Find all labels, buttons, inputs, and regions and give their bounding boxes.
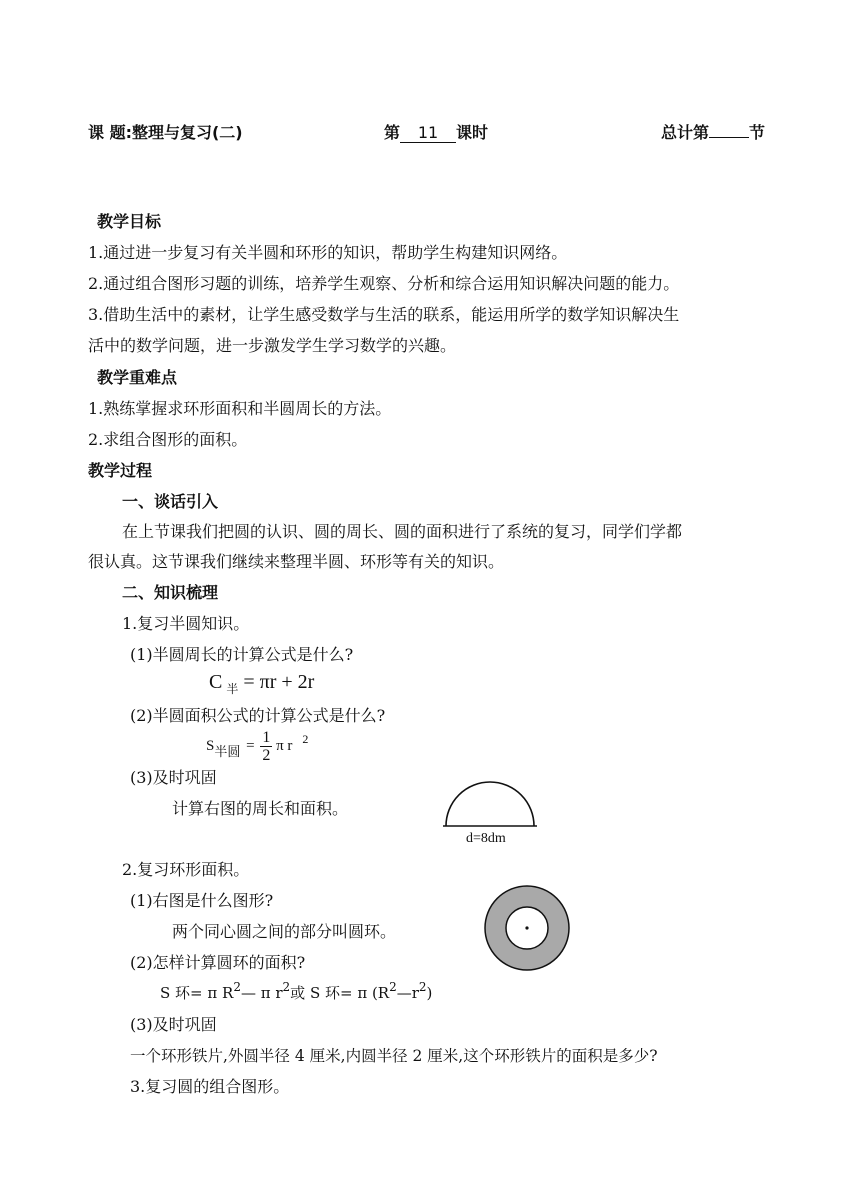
formula-c-rest: = πr + 2r (238, 671, 315, 693)
annulus-area-formula (160, 980, 433, 1004)
semicircle-area-formula (206, 726, 308, 768)
key-point-item-2: 2.求组合图形的面积。 (88, 430, 248, 449)
formula-c-sub: 半 (226, 682, 239, 696)
section1-title: 1.复习半圆知识。 (122, 614, 250, 633)
formula-c: C (209, 671, 223, 693)
objectives-heading: 教学目标 (97, 212, 162, 231)
formula-exponent: 2 (302, 732, 309, 746)
semicircle-label: d=8dm (466, 831, 506, 846)
part1-line-1: 在上节课我们把圆的认识、圆的周长、圆的面积进行了系统的复习，同学们学都 (122, 522, 683, 541)
fraction-denominator: 2 (262, 747, 271, 765)
lesson-prefix: 第 (384, 123, 401, 142)
section1-q1: (1)半圆周长的计算公式是什么? (130, 645, 354, 664)
formula-s-sub: 半圆 (214, 744, 241, 759)
objective-item-3-cont: 活中的数学问题，进一步激发学生学习数学的兴趣。 (88, 336, 457, 355)
annulus-center-dot (525, 926, 528, 929)
section2-title: 2.复习环形面积。 (122, 860, 250, 879)
total-number (709, 137, 749, 138)
part2-heading: 二、知识梳理 (122, 583, 219, 602)
fraction-numerator: 1 (262, 729, 271, 747)
formula-part-a: S 环= π R (160, 984, 234, 1002)
formula-s-eq: = (246, 738, 255, 754)
formula-part-c: 或 S 环= π (R (290, 984, 390, 1002)
lesson-suffix: 课时 (456, 123, 489, 142)
formula-exp-2: 2 (282, 980, 291, 994)
formula-pi-r: π r (276, 738, 293, 754)
section3-title: 3.复习圆的组合图形。 (130, 1077, 290, 1096)
topic-value: 整理与复习(二) (131, 123, 243, 142)
section2-q1: (1)右图是什么图形? (130, 891, 274, 910)
objective-item-2: 2.通过组合图形习题的训练，培养学生观察、分析和综合运用知识解决问题的能力。 (88, 274, 680, 293)
formula-s: S (206, 738, 215, 754)
section1-q3-text: 计算右图的周长和面积。 (172, 799, 349, 818)
section2-problem: 一个环形铁片,外圆半径 4 厘米,内圆半径 2 厘米,这个环形铁片的面积是多少? (130, 1047, 658, 1065)
key-points-heading: 教学重难点 (97, 368, 178, 387)
header-lesson (384, 120, 488, 143)
objective-item-3: 3.借助生活中的素材，让学生感受数学与生活的联系，能运用所学的数学知识解决生 (88, 305, 680, 324)
formula-exp-3: 2 (389, 980, 397, 994)
header-total (661, 120, 765, 143)
topic-label: 课 题: (88, 123, 132, 142)
annulus-figure (482, 883, 572, 973)
section2-q2: (2)怎样计算圆环的面积? (130, 953, 306, 972)
key-point-item-1: 1.熟练掌握求环形面积和半圆周长的方法。 (88, 399, 392, 418)
process-heading: 教学过程 (88, 461, 153, 480)
section2-q3: (3)及时巩固 (130, 1015, 217, 1034)
formula-part-b: — π r (240, 984, 283, 1002)
formula-exp-1: 2 (233, 980, 241, 994)
formula-part-d: —r (396, 984, 419, 1002)
section2-a1: 两个同心圆之间的部分叫圆环。 (172, 922, 397, 941)
total-prefix: 总计第 (661, 123, 710, 142)
objective-item-1: 1.通过进一步复习有关半圆和环形的知识，帮助学生构建知识网络。 (88, 243, 568, 262)
header-topic (88, 120, 243, 143)
formula-fraction (260, 729, 272, 764)
section1-q2: (2)半圆面积公式的计算公式是什么? (130, 706, 386, 725)
part1-line-2: 很认真。这节课我们继续来整理半圆、环形等有关的知识。 (88, 552, 505, 571)
total-suffix: 节 (749, 123, 766, 142)
formula-part-e: ) (426, 984, 433, 1002)
lesson-number: 11 (400, 124, 456, 143)
semicircle-arc (446, 782, 534, 826)
formula-exp-4: 2 (418, 980, 427, 994)
semicircle-perimeter-formula (209, 670, 314, 696)
part1-heading: 一、谈话引入 (122, 492, 219, 511)
section1-q3: (3)及时巩固 (130, 768, 217, 787)
semicircle-figure (440, 778, 540, 828)
